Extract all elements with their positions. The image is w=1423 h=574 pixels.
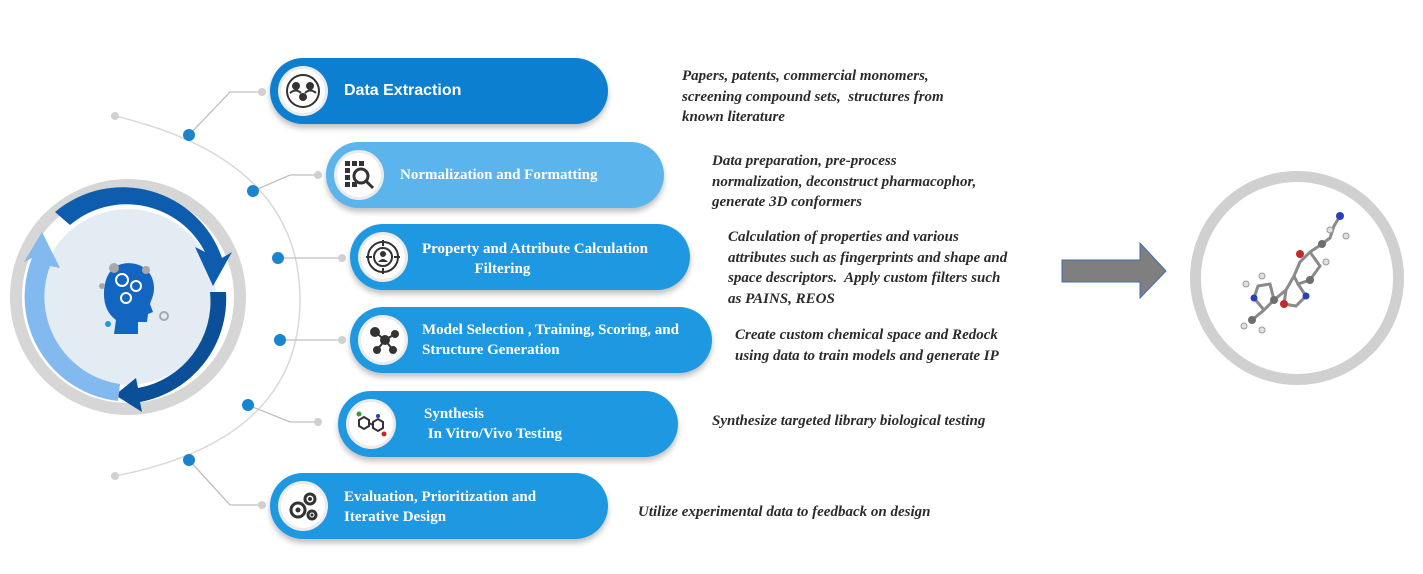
step-pill-synthesis[interactable] <box>338 391 678 457</box>
molecule-icon <box>346 399 396 449</box>
gears-icon <box>278 481 328 531</box>
step-pill-property-calculation[interactable] <box>350 224 690 290</box>
arc-end-dot-top <box>111 112 119 120</box>
team-icon <box>278 66 328 116</box>
grid-search-icon <box>334 150 384 200</box>
step-label: Data Extraction <box>344 82 462 99</box>
step-pill-model-selection[interactable] <box>350 307 712 373</box>
step-label: Model Selection , Training, Scoring, and Structure Generation <box>422 322 679 358</box>
network-icon <box>358 315 408 365</box>
step-pill-evaluation[interactable] <box>270 473 608 539</box>
step-description-model-selection: Create custom chemical space and Redock using data to train models and generate IP <box>735 327 999 364</box>
step-label: Normalization and Formatting <box>400 167 598 183</box>
step-label: Evaluation, Prioritization and Iterative Design <box>344 489 537 525</box>
target-people-icon <box>358 232 408 282</box>
step-pill-data-extraction[interactable] <box>270 58 608 124</box>
step-description-property-calculation: Calculation of properties and various attributes such as fingerprints and shape and space descriptors. Apply custom filters such as PAINS, REOS <box>728 229 1008 307</box>
arc-end-dot-bottom <box>111 472 119 480</box>
cycle-hub <box>10 179 246 415</box>
step-description-evaluation: Utilize experimental data to feedback on design <box>638 504 931 520</box>
step-pill-normalization[interactable] <box>326 142 664 208</box>
step-description-normalization: Data preparation, pre-process normalization, deconstruct pharmacophor, generate 3D conformers <box>712 153 977 210</box>
result-molecule <box>1190 171 1404 385</box>
step-description-data-extraction: Papers, patents, commercial monomers, screening compound sets, structures from known literature <box>682 68 944 125</box>
branch-endpoints <box>258 88 346 509</box>
step-description-synthesis: Synthesize targeted library biological testing <box>712 413 986 429</box>
step-label: Property and Attribute Calculation Filtering <box>422 241 648 277</box>
right-arrow-icon <box>1062 243 1166 298</box>
step-label: Synthesis In Vitro/Vivo Testing <box>424 406 562 442</box>
